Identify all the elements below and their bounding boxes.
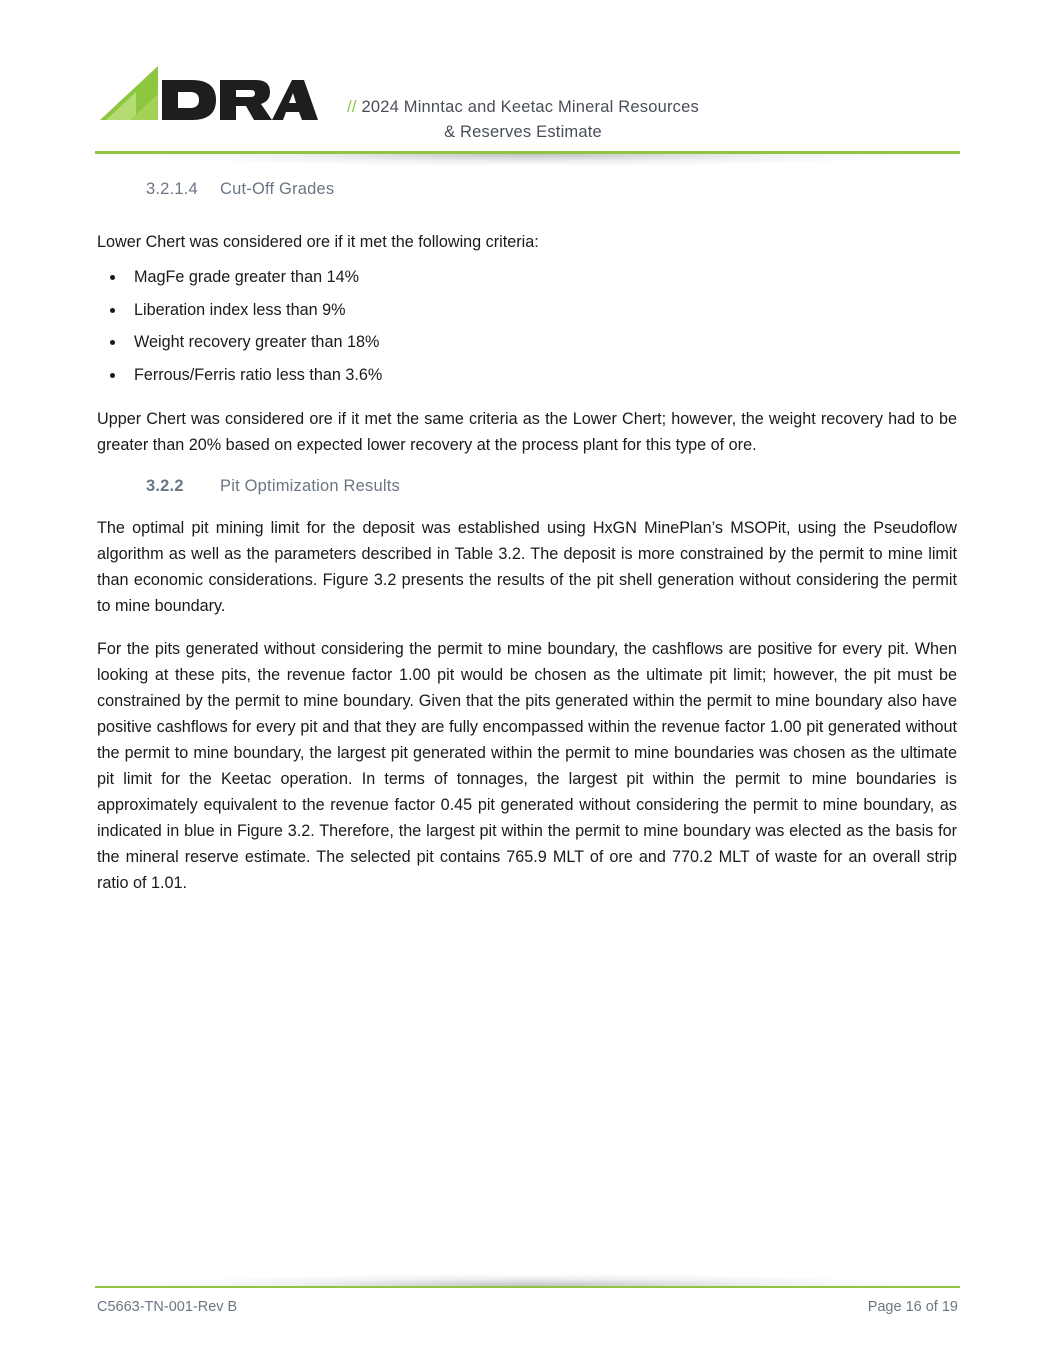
title-slashes: // bbox=[347, 98, 357, 116]
bullet-icon bbox=[110, 373, 115, 378]
list-item: Liberation index less than 9% bbox=[97, 297, 957, 330]
section-heading-pit-optimization bbox=[146, 477, 400, 496]
header-shadow bbox=[150, 154, 910, 166]
bullet-icon bbox=[110, 275, 115, 280]
list-item: Weight recovery greater than 18% bbox=[97, 329, 957, 362]
document-id: C5663-TN-001-Rev B bbox=[97, 1299, 238, 1315]
pit-paragraph-2: For the pits generated without considering the permit to mine boundary, the cashflows are positive for every pit. When looking at these pits, the revenue factor 1.00 pit would be chosen as the ultimate pit limit; however, the pit must be constrained by the permit to mine boundary. Given that the pits generated within the permit to mine boundary also have positive cashflows for every pit and that they are fully encompassed within the revenue factor 1.00 pit generated without the permit to mine boundary, the largest pit generated within the permit to mine boundaries was chosen as the ultimate pit limit for the Keetac operation. In terms of tonnages, the largest pit within the permit to mine boundaries is approximately equivalent to the revenue factor 0.45 pit generated without considering the permit to mine boundary, as indicated in blue in Figure 3.2. Therefore, the largest pit within the permit to mine boundary was elected as the basis for the mineral reserve estimate. The selected pit contains 765.9 MLT of ore and 770.2 MLT of waste for an overall strip ratio of 1.01. bbox=[97, 640, 957, 892]
page-number: Page 16 of 19 bbox=[867, 1299, 958, 1315]
section-heading-cutoff-grades bbox=[146, 180, 334, 199]
section-number: 3.2.2 bbox=[146, 477, 184, 495]
upper-chert-paragraph: Upper Chert was considered ore if it met the same criteria as the Lower Chert; however, the weight recovery had to be greater than 20% based on expected lower recovery at the process plant for this type of ore. bbox=[97, 410, 957, 454]
bullet-icon bbox=[110, 308, 115, 313]
title-line-1: 2024 Minntac and Keetac Mineral Resources bbox=[361, 98, 699, 116]
title-line-2: & Reserves Estimate bbox=[444, 123, 602, 141]
section-number: 3.2.1.4 bbox=[146, 180, 198, 198]
criteria-intro: Lower Chert was considered ore if it met the following criteria: bbox=[97, 233, 539, 251]
dra-logo bbox=[100, 66, 318, 122]
footer-shadow bbox=[150, 1274, 910, 1286]
document-title bbox=[333, 95, 713, 145]
section-title: Cut-Off Grades bbox=[220, 180, 335, 198]
list-item: MagFe grade greater than 14% bbox=[97, 264, 957, 297]
pit-paragraph-1: The optimal pit mining limit for the deposit was established using HxGN MinePlan’s MSOPit, using the Pseudoflow algorithm as well as the parameters described in Table 3.2. The deposit is more constrained by the permit to mine limit than economic considerations. Figure 3.2 presents the results of the pit shell generation without considering the permit to mine boundary. bbox=[97, 519, 957, 615]
list-item: Ferrous/Ferris ratio less than 3.6% bbox=[97, 362, 957, 395]
bullet-icon bbox=[110, 340, 115, 345]
page-header bbox=[0, 0, 1055, 170]
footer-divider bbox=[95, 1286, 960, 1288]
criteria-list bbox=[97, 264, 957, 395]
section-title: Pit Optimization Results bbox=[220, 477, 400, 495]
